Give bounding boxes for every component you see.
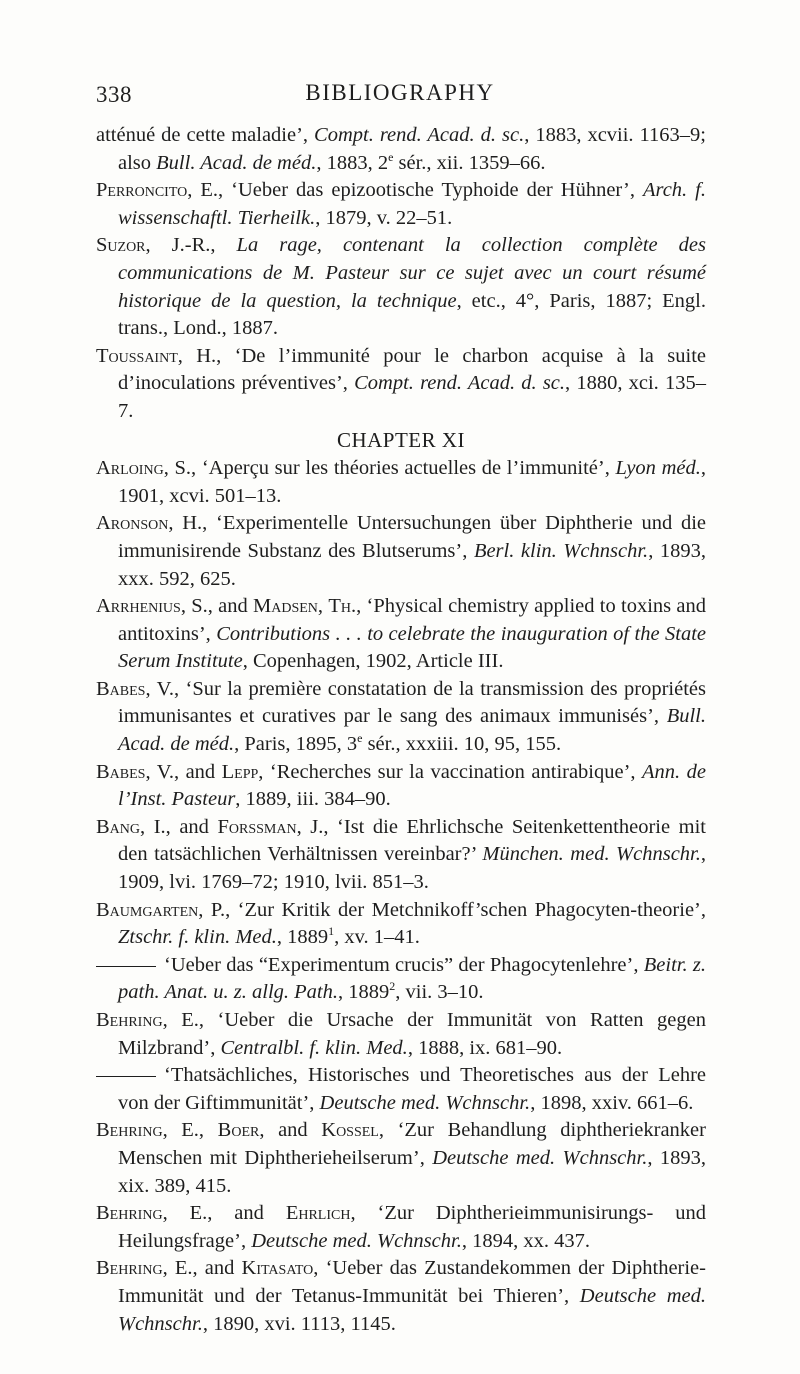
bibliography-entry: Arloing, S., ‘Aperçu sur les théories actuelles de l’immunité’, Lyon méd., 1901, xcvi. 501–13. — [96, 457, 706, 507]
bibliography-entry: Babes, V., ‘Sur la première constatation de la transmission des propriétés immunisantes et curatives par le sang des animaux immunisés’, Bull. Acad. de méd., Paris, 1895, 3e sér., xxxiii. 10, 95, 155. — [96, 677, 706, 756]
bibliography-entry: Behring, E., Boer, and Kossel, ‘Zur Behandlung diphtheriekranker Menschen mit Diphtherieheilserum’, Deutsche med. Wchnschr., 1893, xix. 389, 415. — [96, 1119, 707, 1197]
bibliography-entry: Arrhenius, S., and Madsen, Th., ‘Physical chemistry applied to toxins and antitoxins’, Contributions . . . to celebrate the inauguration of the State Serum Institute, Copenhagen, 1902, Article III. — [96, 595, 707, 673]
bibliography-entry: Suzor, J.-R., La rage, contenant la collection complète des communications de M. Pasteur sur ce sujet avec un court résumé historique de la question, la technique, etc., 4°, Paris, 1887; Engl. trans., Lond., 1887. — [96, 234, 706, 340]
bibliography-entry: ‘Ueber das “Experimentum crucis” der Phagocytenlehre’, Beitr. z. path. Anat. u. z. allg. Path., 1889$^2$, vii. 3–10. — [96, 952, 706, 1007]
bibliography-entry: Aronson, H., ‘Experimentelle Untersuchungen über Diphtherie und die immunisirende Substanz des Blutserums’, Berl. klin. Wchnschr., 1893, xxx. 592, 625. — [96, 512, 707, 590]
page-number: 338 — [96, 82, 132, 107]
running-head: BIBLIOGRAPHY — [305, 80, 495, 105]
bibliography-entry: Behring, E., ‘Ueber die Ursache der Immunität von Ratten gegen Milzbrand’, Centralbl. f. klin. Med., 1888, ix. 681–90. — [96, 1009, 706, 1059]
bibliography-entry: Perroncito, E., ‘Ueber das epizootische Typhoide der Hühner’, Arch. f. wissenschaftl. Tierheilk., 1879, v. 22–51. — [96, 179, 706, 229]
bibliography-entry: Babes, V., and Lepp, ‘Recherches sur la vaccination antirabique’, Ann. de l’Inst. Pasteur, 1889, iii. 384–90. — [96, 760, 706, 811]
bibliography-entry: ‘Thatsächliches, Historisches und Theoretisches aus der Lehre von der Giftimmunität’, Deutsche med. Wchnschr., 1898, xxiv. 661–6. — [96, 1062, 706, 1117]
entries-before-chapter — [96, 122, 706, 426]
bibliography-entry: Baumgarten, P., ‘Zur Kritik der Metchnikoff’schen Phagocyten-theorie’, Ztschr. f. klin. Med., 1889$^1$, xv. 1–41. — [96, 898, 706, 949]
bibliography-entry: Behring, E., and Kitasato, ‘Ueber das Zustandekommen der Diphtherie-Immunität und der Tetanus-Immunität bei Thieren’, Deutsche med. Wchnschr., 1890, xvi. 1113, 1145. — [96, 1257, 706, 1335]
bibliography-entry: Behring, E., and Ehrlich, ‘Zur Diphtherieimmunisirungs- und Heilungsfrage’, Deutsche med. Wchnschr., 1894, xx. 437. — [96, 1202, 706, 1252]
bibliography-body — [96, 122, 706, 1338]
bibliography-entry: Toussaint, H., ‘De l’immunité pour le charbon acquise à la suite d’inoculations préventives’, Compt. rend. Acad. d. sc., 1880, xci. 135–7. — [96, 344, 706, 422]
bibliography-entry: Bang, I., and Forssman, J., ‘Ist die Ehrlichsche Seitenkettentheorie mit den tatsächlichen Verhältnissen vereinbar?’ München. med. Wchnschr., 1909, lvi. 1769–72; 1910, lvii. 851–3. — [96, 815, 707, 894]
chapter-heading: CHAPTER XI — [336, 427, 466, 452]
entries-after-chapter — [96, 455, 706, 1338]
bibliography-entry: atténué de cette maladie’, Compt. rend. Acad. d. sc., 1883, xcvii. 1163–9; also Bull. Acad. de méd., 1883, 2e sér., xii. 1359–66. — [96, 124, 706, 174]
